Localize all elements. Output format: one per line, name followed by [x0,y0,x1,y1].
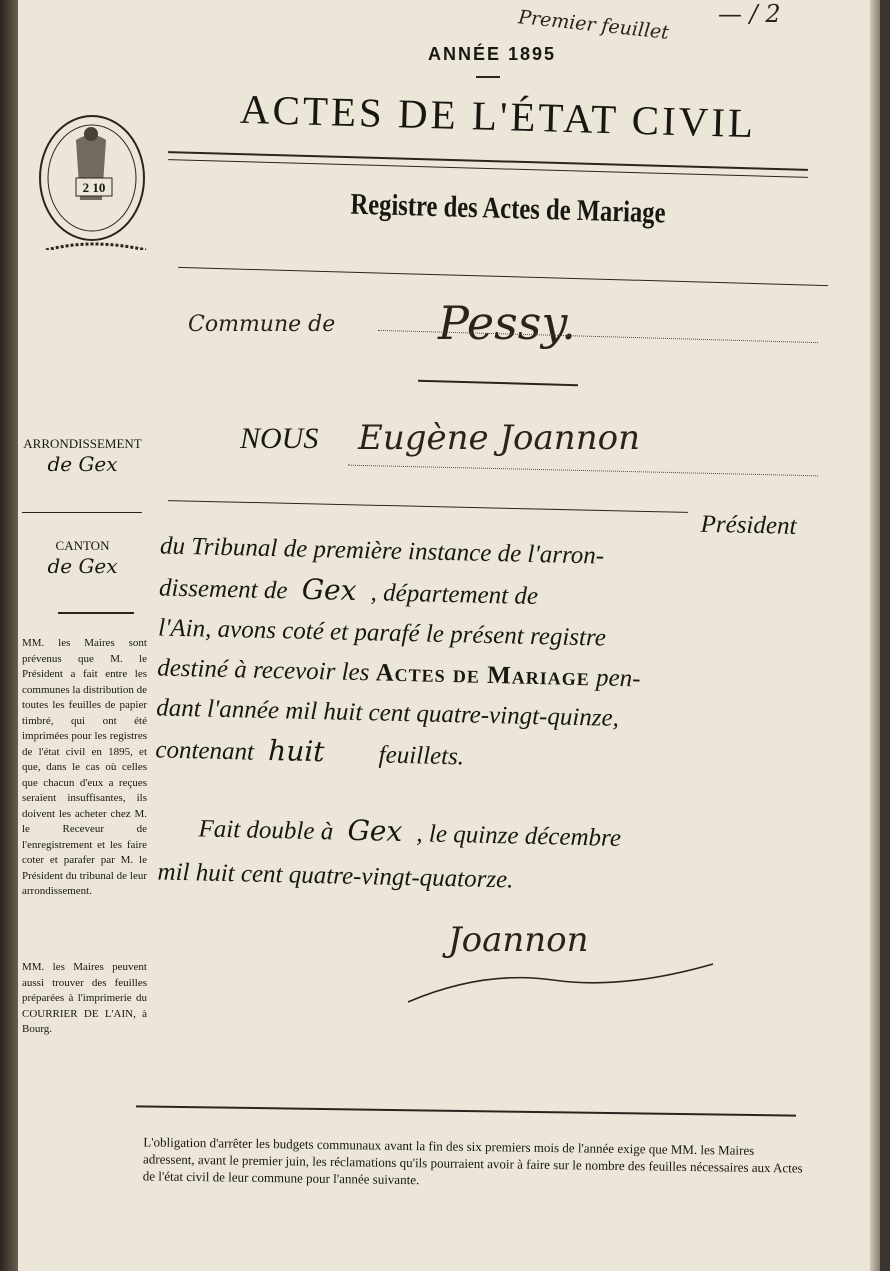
arrondissement-value: de Gex [47,452,118,476]
act-line-5: dant l'année mil huit cent quatre-vingt-quinze, [156,694,620,732]
act-line-6-a: contenant [155,736,255,766]
act-line-1: du Tribunal de première instance de l'arron- [159,532,605,570]
fait-double [157,804,824,909]
fait-line-1-a: Fait double à [198,815,334,846]
president-signature: Joannon [448,920,589,960]
svg-text:2 10: 2 10 [82,180,106,195]
signature-flourish [403,960,723,1010]
sidebar-arrondissement [20,436,145,476]
sidebar-note-distribution: MM. les Maires sont prévenus que M. le Président a fait entre les communes la distribution de toutes les feuilles de papier timbré, qui ont été imprimées pour les registres de l'état civil en 1895, et que, dans le cas où celles que chacun d'eux a reçues seraient insuffisantes, ils doivent les acheter chez M. le Receveur de l'enregistrement et les faire coter et parafer par M. le Président du tribunal de leur arrondissement. [22,637,147,897]
arrondissement-label: ARRONDISSEMENT [23,436,142,451]
page-number [718,0,781,28]
act-type: Actes de Mariage [375,659,591,692]
act-line-3: l'Ain, avons coté et parafé le présent registre [157,614,607,652]
fait-line-2: mil huit cent quatre-vingt-quatorze. [157,858,514,894]
page-number-mark: — / [718,0,766,28]
president-name: Eugène Joannon [358,418,640,458]
act-line-4-a: destiné à recevoir les [156,654,370,687]
place-handwritten: Gex [347,813,403,848]
act-line-4-b: pen- [595,664,641,693]
page-edge [870,0,880,1271]
year-ornament [476,76,500,78]
commune-label: Commune de [188,312,336,337]
commune-ornament [418,380,578,386]
year-heading: ANNÉE 1895 [428,44,557,64]
register-page [18,0,880,1271]
canton-value: de Gex [47,554,118,578]
commune-divider [178,267,828,286]
footnote-rule [136,1105,796,1116]
sidebar-rule-2 [58,612,134,614]
president-title: Président [700,510,797,540]
book-binding [0,0,18,1271]
act-body [155,492,826,785]
act-line-6-b: feuillets. [378,741,465,771]
folio-note: Premier feuillet [517,6,670,44]
act-line-2-a: dissement de [158,574,288,605]
sidebar-note-imprimerie: MM. les Maires peuvent aussi trouver des feuilles préparées à l'imprimerie du COURRIER DE L'AIN, à Bourg. [22,961,147,1035]
sidebar-canton [20,538,145,578]
canton-label: CANTON [55,538,110,553]
sheet-count-handwritten: huit [267,733,325,769]
page-number-value: 2 [765,0,781,28]
nous-label: NOUS [240,422,319,455]
act-line-2-b: , département de [370,579,539,611]
footnote: L'obligation d'arrêter les budgets communaux avant la fin des six premiers mois de l'année exige que MM. les Maires adressent, avant le premier juin, les réclamations qu'ils pourraient avoir à faire sur le nombre des feuilles nécessaires aux Actes de l'état civil de leur commune pour l'année suivante. [142,1134,803,1188]
fiscal-stamp [36,110,148,250]
fait-line-1-b: , le quinze décembre [416,820,622,852]
commune-value: Pessy. [438,296,576,350]
register-subtitle: Registre des Actes de Mariage [350,187,666,230]
arrondissement-handwritten: Gex [301,572,357,607]
name-underline [348,465,818,477]
page-title: ACTES DE L'ÉTAT CIVIL [239,85,757,147]
sidebar-rule [22,512,142,513]
